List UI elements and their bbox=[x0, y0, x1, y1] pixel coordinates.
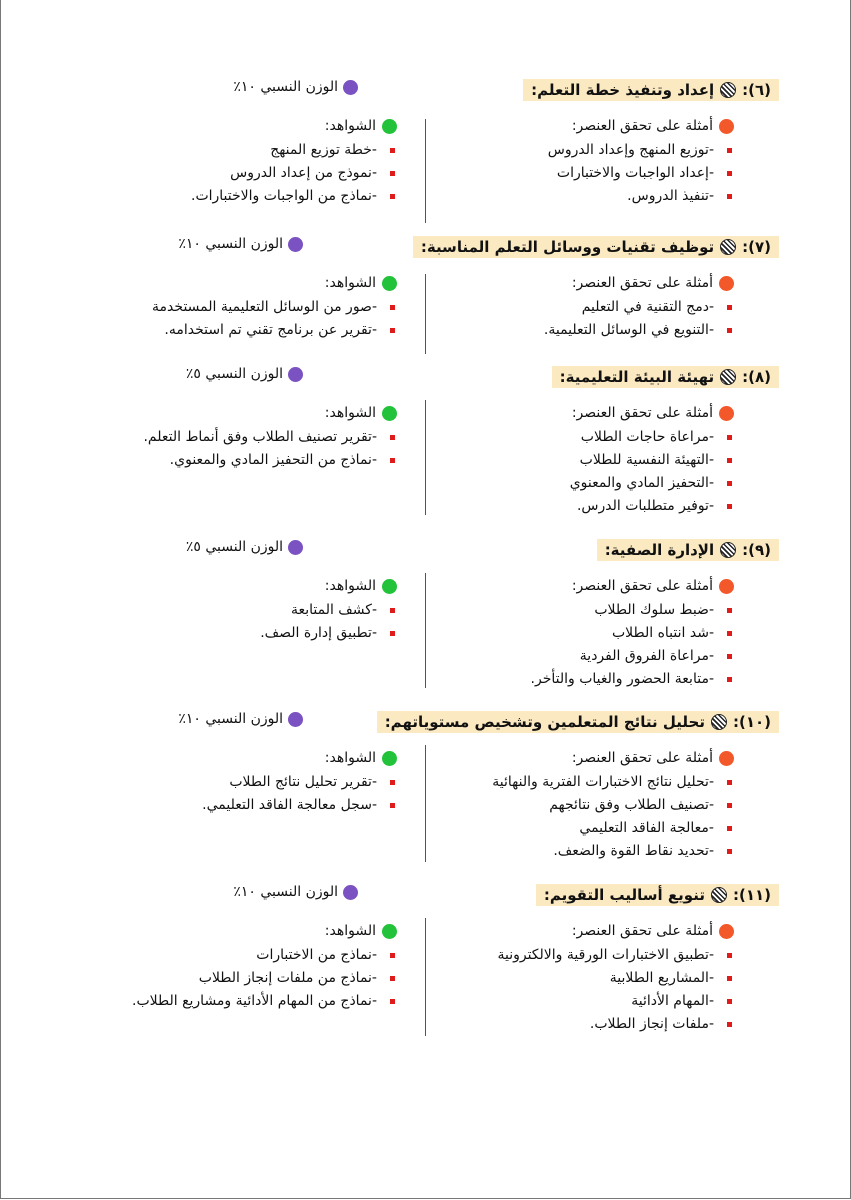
list-item: -معالجة الفاقد التعليمي bbox=[434, 817, 734, 840]
purple-dot-icon bbox=[343, 885, 358, 900]
list-item: -ضبط سلوك الطلاب bbox=[434, 599, 734, 622]
examples-label: أمثلة على تحقق العنصر: bbox=[571, 118, 713, 134]
list-item: -التنويع في الوسائل التعليمية. bbox=[434, 319, 734, 342]
examples-list bbox=[434, 139, 734, 208]
hatched-circle-icon bbox=[720, 369, 736, 385]
section-title-text: تنويع أساليب التقويم: bbox=[543, 886, 705, 904]
examples-list bbox=[434, 944, 734, 1036]
evidence-column bbox=[57, 402, 397, 472]
list-item: -تقرير تحليل نتائج الطلاب bbox=[57, 771, 397, 794]
list-item: -تطبيق الاختبارات الورقية والالكترونية bbox=[434, 944, 734, 967]
list-item: -توفير متطلبات الدرس. bbox=[434, 495, 734, 518]
purple-dot-icon bbox=[288, 237, 303, 252]
evidence-column bbox=[57, 272, 397, 342]
list-item: -نماذج من الواجبات والاختبارات. bbox=[57, 185, 397, 208]
evidence-label: الشواهد: bbox=[324, 923, 376, 939]
weight-label: الوزن النسبي ٥٪ bbox=[186, 539, 303, 555]
weight-label: الوزن النسبي ١٠٪ bbox=[178, 236, 303, 252]
weight-label: الوزن النسبي ١٠٪ bbox=[233, 884, 358, 900]
examples-column bbox=[434, 115, 734, 208]
weight-label: الوزن النسبي ١٠٪ bbox=[178, 711, 303, 727]
orange-dot-icon bbox=[719, 751, 734, 766]
examples-label: أمثلة على تحقق العنصر: bbox=[571, 275, 713, 291]
green-dot-icon bbox=[382, 751, 397, 766]
list-item: -صور من الوسائل التعليمية المستخدمة bbox=[57, 296, 397, 319]
examples-column bbox=[434, 272, 734, 342]
list-item: -توزيع المنهج وإعداد الدروس bbox=[434, 139, 734, 162]
green-dot-icon bbox=[382, 406, 397, 421]
list-item: -ملفات إنجاز الطلاب. bbox=[434, 1013, 734, 1036]
examples-label: أمثلة على تحقق العنصر: bbox=[571, 578, 713, 594]
section-title bbox=[523, 79, 779, 101]
orange-dot-icon bbox=[719, 276, 734, 291]
section-title bbox=[413, 236, 779, 258]
hatched-circle-icon bbox=[711, 714, 727, 730]
hatched-circle-icon bbox=[711, 887, 727, 903]
section-title-text: إعداد وتنفيذ خطة التعلم: bbox=[531, 81, 715, 99]
section-number: (١١): bbox=[732, 886, 771, 904]
weight-label: الوزن النسبي ٥٪ bbox=[186, 366, 303, 382]
list-item: -تحليل نتائج الاختبارات الفترية والنهائية bbox=[434, 771, 734, 794]
list-item: -تنفيذ الدروس. bbox=[434, 185, 734, 208]
list-item: -شد انتباه الطلاب bbox=[434, 622, 734, 645]
hatched-circle-icon bbox=[720, 239, 736, 255]
list-item: -التهيئة النفسية للطلاب bbox=[434, 449, 734, 472]
examples-list bbox=[434, 296, 734, 342]
section-title bbox=[597, 539, 779, 561]
list-item: -تحديد نقاط القوة والضعف. bbox=[434, 840, 734, 863]
list-item: -متابعة الحضور والغياب والتأخر. bbox=[434, 668, 734, 691]
examples-label: أمثلة على تحقق العنصر: bbox=[571, 923, 713, 939]
hatched-circle-icon bbox=[720, 82, 736, 98]
examples-column bbox=[434, 402, 734, 518]
list-item: -التحفيز المادي والمعنوي bbox=[434, 472, 734, 495]
column-divider bbox=[425, 745, 426, 862]
orange-dot-icon bbox=[719, 119, 734, 134]
list-item: -خطة توزيع المنهج bbox=[57, 139, 397, 162]
list-item: -تقرير تصنيف الطلاب وفق أنماط التعلم. bbox=[57, 426, 397, 449]
list-item: -سجل معالجة الفاقد التعليمي. bbox=[57, 794, 397, 817]
evidence-list bbox=[57, 944, 397, 1013]
list-item: -دمج التقنية في التعليم bbox=[434, 296, 734, 319]
examples-list bbox=[434, 426, 734, 518]
list-item: -المهام الأدائية bbox=[434, 990, 734, 1013]
evidence-list bbox=[57, 426, 397, 472]
evidence-list bbox=[57, 771, 397, 817]
section-title-text: الإدارة الصفية: bbox=[604, 541, 715, 559]
examples-label: أمثلة على تحقق العنصر: bbox=[571, 750, 713, 766]
list-item: -نماذج من المهام الأدائية ومشاريع الطلاب. bbox=[57, 990, 397, 1013]
evidence-label: الشواهد: bbox=[324, 118, 376, 134]
purple-dot-icon bbox=[343, 80, 358, 95]
purple-dot-icon bbox=[288, 367, 303, 382]
section-number: (٩): bbox=[742, 541, 771, 559]
list-item: -نموذج من إعداد الدروس bbox=[57, 162, 397, 185]
orange-dot-icon bbox=[719, 406, 734, 421]
section-number: (١٠): bbox=[732, 713, 771, 731]
section-number: (٦): bbox=[742, 81, 771, 99]
evidence-column bbox=[57, 115, 397, 208]
section-title-text: تحليل نتائج المتعلمين وتشخيص مستوياتهم: bbox=[384, 713, 705, 731]
weight-label: الوزن النسبي ١٠٪ bbox=[233, 79, 358, 95]
section-number: (٧): bbox=[742, 238, 771, 256]
evidence-label: الشواهد: bbox=[324, 275, 376, 291]
list-item: -إعداد الواجبات والاختبارات bbox=[434, 162, 734, 185]
evidence-list bbox=[57, 599, 397, 645]
column-divider bbox=[425, 918, 426, 1036]
examples-column bbox=[434, 747, 734, 863]
purple-dot-icon bbox=[288, 540, 303, 555]
list-item: -نماذج من الاختبارات bbox=[57, 944, 397, 967]
examples-label: أمثلة على تحقق العنصر: bbox=[571, 405, 713, 421]
list-item: -مراعاة الفروق الفردية bbox=[434, 645, 734, 668]
orange-dot-icon bbox=[719, 924, 734, 939]
section-title-text: تهيئة البيئة التعليمية: bbox=[559, 368, 715, 386]
section-title bbox=[536, 884, 779, 906]
list-item: -تصنيف الطلاب وفق نتائجهم bbox=[434, 794, 734, 817]
hatched-circle-icon bbox=[720, 542, 736, 558]
column-divider bbox=[425, 274, 426, 354]
examples-list bbox=[434, 599, 734, 691]
column-divider bbox=[425, 119, 426, 223]
evidence-label: الشواهد: bbox=[324, 750, 376, 766]
list-item: -تقرير عن برنامج تقني تم استخدامه. bbox=[57, 319, 397, 342]
section-title-text: توظيف تقنيات ووسائل التعلم المناسبة: bbox=[420, 238, 715, 256]
evidence-label: الشواهد: bbox=[324, 578, 376, 594]
examples-column bbox=[434, 575, 734, 691]
green-dot-icon bbox=[382, 924, 397, 939]
green-dot-icon bbox=[382, 579, 397, 594]
list-item: -مراعاة حاجات الطلاب bbox=[434, 426, 734, 449]
evidence-label: الشواهد: bbox=[324, 405, 376, 421]
evidence-column bbox=[57, 747, 397, 817]
list-item: -المشاريع الطلابية bbox=[434, 967, 734, 990]
list-item: -نماذج من التحفيز المادي والمعنوي. bbox=[57, 449, 397, 472]
list-item: -تطبيق إدارة الصف. bbox=[57, 622, 397, 645]
examples-list bbox=[434, 771, 734, 863]
column-divider bbox=[425, 400, 426, 515]
list-item: -كشف المتابعة bbox=[57, 599, 397, 622]
column-divider bbox=[425, 573, 426, 688]
evidence-column bbox=[57, 920, 397, 1013]
evidence-list bbox=[57, 296, 397, 342]
green-dot-icon bbox=[382, 276, 397, 291]
evidence-list bbox=[57, 139, 397, 208]
section-title bbox=[377, 711, 779, 733]
section-title bbox=[552, 366, 779, 388]
green-dot-icon bbox=[382, 119, 397, 134]
section-number: (٨): bbox=[742, 368, 771, 386]
list-item: -نماذج من ملفات إنجاز الطلاب bbox=[57, 967, 397, 990]
evidence-column bbox=[57, 575, 397, 645]
examples-column bbox=[434, 920, 734, 1036]
orange-dot-icon bbox=[719, 579, 734, 594]
purple-dot-icon bbox=[288, 712, 303, 727]
